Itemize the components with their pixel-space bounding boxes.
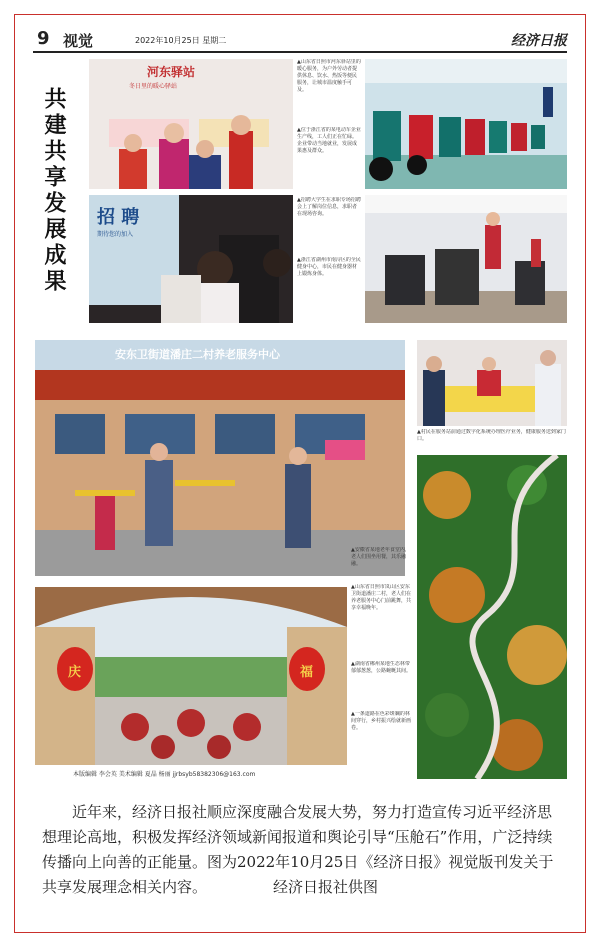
photo-courtyard-dining [35,587,347,765]
masthead-logo: 经济日报 [511,33,567,49]
caption-ebike-factory: ▲位于浙江省的某电动车企业生产线，工人们正在忙碌。企业带动当地就业，发展成果惠及群众。 [297,127,361,154]
section-title: 视觉 [63,32,94,50]
photo-courier-station [89,59,293,189]
recruitment-banner: 招 聘 [97,207,140,228]
photo-elderly-center [35,340,405,576]
elderly-center-image [35,340,405,576]
issue-date: 2022年10月25日 星期二 [135,36,227,45]
page-credits: 本版编辑 李会英 美术编辑 夏晶 杨丽 jjrbsyb58382306@163.com [73,771,256,778]
caption-village-road: ▲一条道路在色彩斑斓的林间穿行，乡村振兴绘就新画卷。 [351,711,412,731]
page-number: 9 [37,28,50,49]
photo-forest-road [417,455,567,779]
caption-forest-road: ▲湖南省郴州某地生态林带郁郁葱葱，公路蜿蜒其间。 [351,661,412,674]
photo-source: 经济日报社供图 [273,878,379,896]
elderly-center-sign: 安东卫街道潘庄二村养老服务中心 [115,348,280,361]
digital-service-image [417,340,567,426]
forest-road-image [417,455,567,779]
fitness-center-image [365,195,567,323]
caption-digital-service: ▲村民在服务站前通过数字化系统办理医疗业务，健康服务送到家门口。 [417,429,566,442]
caption-fitness-center: ▲浙江省湖州市南浔区的全民健身中心，市民在健身器材上锻炼身体。 [297,257,361,277]
caption-elderly-center: ▲山东省日照市岚山区安东卫街道潘庄二村，老人们在养老服务中心门前跳舞，共享幸福晚年。 [351,584,412,611]
newspaper-page [33,27,567,780]
photo-ebike-factory [365,59,567,189]
courier-station-slogan: 冬日里的暖心驿站 [129,83,178,90]
lantern-left: 庆 [68,665,82,680]
caption-recruitment: ▲招聘大学生在求职专场招聘会上了解岗位信息，求职者在现场咨询。 [297,197,361,217]
feature-title: 共建共享发展成果 [41,87,66,295]
page-header [33,27,567,53]
ebike-factory-image [365,59,567,189]
caption-courier-station: ▲山东省日照市河东驿站里的暖心服务，为户外劳动者提供休息、饮水、热饭等便民服务，让城市温度触手可及。 [297,59,361,93]
courier-station-sign: 河东驿站 [147,65,196,79]
photo-recruitment [89,195,293,323]
body-paragraph: 近年来，经济日报社顺应深度融合发展大势，努力打造宣传习近平经济思想理论高地，积极发挥经济领域新闻报道和舆论引导“压舱石”作用，广泛持续传播向上向善的正能量。图为2022年10月25日《经济日报》视觉版刊发关于共享发展理念相关内容。 经济日报社供图 [42,800,562,900]
photo-digital-service [417,340,567,426]
recruitment-banner-sub: 期待您的加入 [97,231,134,238]
caption-courtyard-dining: ▲安徽省某地老年食堂内，老人们围坐用餐，其乐融融。 [351,547,410,567]
photo-fitness-center [365,195,567,323]
lantern-right: 福 [300,665,314,680]
